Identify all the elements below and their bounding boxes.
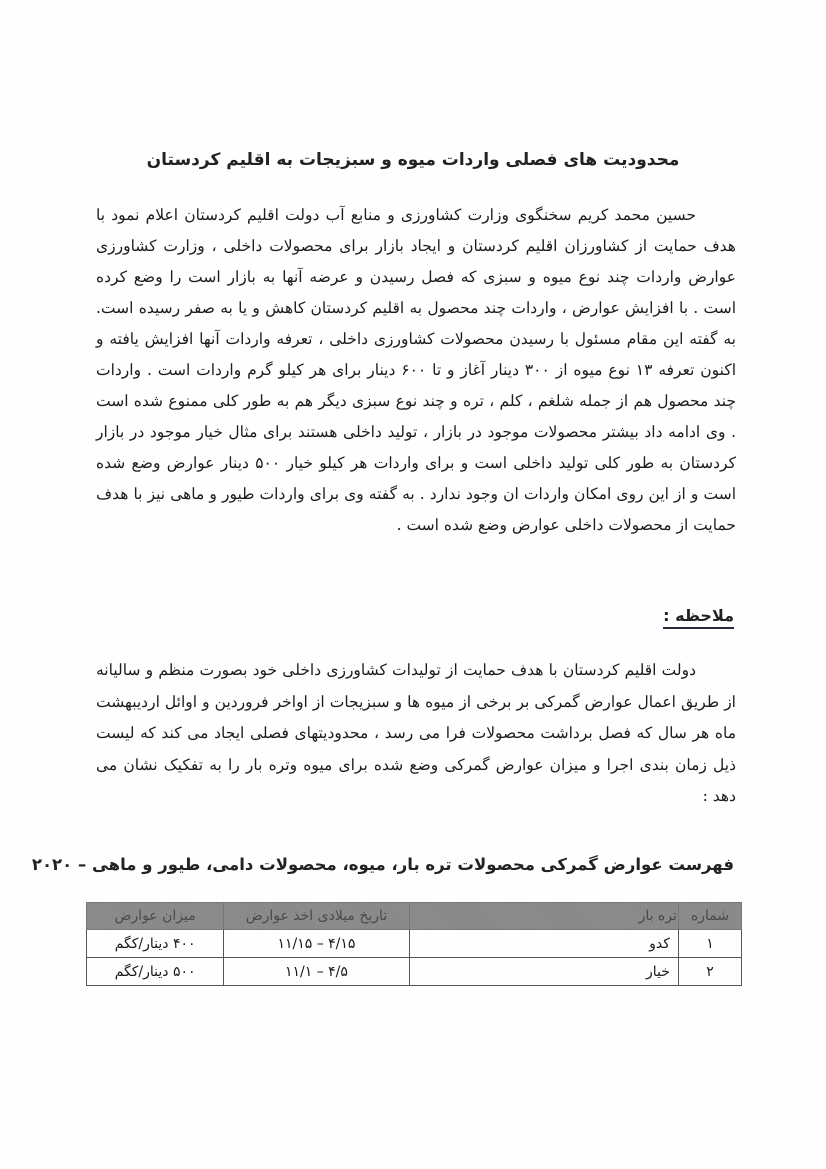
table-header-row <box>87 903 742 930</box>
row-item: خیار <box>409 958 678 986</box>
intro-paragraph: حسین محمد کریم سخنگوی وزارت کشاورزی و منابع آب دولت اقلیم کردستان اعلام نمود با هدف حمایت از کشاورزان اقلیم کردستان و ایجاد بازار برای محصولات داخلی ، وزارت کشاورزی عوارض واردات چند نوع میوه و سبزی که فصل رسیدن و عرضه آنها به بازار است را وضع کرده است . با افزایش عوارض ، واردات چند محصول به اقلیم کردستان کاهش و یا به صفر رسیده است. به گفته این مقام مسئول با رسیدن محصولات کشاورزی داخلی ، تعرفه واردات آنها افزایش یافته و اکنون تعرفه ۱۳ نوع میوه از ۳۰۰ دینار آغاز و تا ۶۰۰ دینار برای هر کیلو گرم واردات است . واردات چند محصول هم از جمله شلغم ، کلم ، تره و چند نوع سبزی دیگر هم به طور کلی ممنوع شده است . وی ادامه داد بیشتر محصولات موجود در بازار ، تولید داخلی هستند برای مثال خیار موجود در بازار کردستان به طور کلی تولید داخلی است و برای واردات هر کیلو خیار ۵۰۰ دینار عوارض وضع شده است و از این روی امکان واردات ان وجود ندارد . به گفته وی برای واردات طیور و ماهی نیز با هدف حمایت از محصولات داخلی عوارض وضع شده است . <box>96 206 737 534</box>
note-paragraph: دولت اقلیم کردستان با هدف حمایت از تولیدات کشاورزی داخلی خود بصورت منظم و سالیانه از طریق اعمال عوارض گمرکی بر برخی از میوه ها و سبزیجات از اواخر فروردین و اوائل اردیبهشت ماه هر سال که فصل برداشت محصولات فرا می رسد ، محدودیتهای فصلی ایجاد می کند که لیست ذیل زمان بندی اجرا و میزان عوارض گمرکی وضع شده برای میوه وتره بار را به تفکیک نشان می دهد : <box>96 661 736 805</box>
document-title: محدودیت های فصلی واردات میوه و سبزیجات به اقلیم کردستان <box>146 150 680 170</box>
row-number: ۱ <box>678 930 741 958</box>
row-rate: ۵۰۰ دینار/کگم <box>87 958 224 986</box>
header-number: شماره <box>678 903 741 930</box>
tariff-table <box>86 902 742 986</box>
header-item: تره بار <box>409 903 678 930</box>
row-number: ۲ <box>678 958 741 986</box>
header-rate: میزان عوارض <box>87 903 224 930</box>
row-date: ۴/۱۵ – ۱۱/۱۵ <box>224 930 409 958</box>
table-row <box>87 930 742 958</box>
note-heading: ملاحظه : <box>663 606 734 629</box>
row-date: ۴/۵ – ۱۱/۱ <box>224 958 409 986</box>
row-item: کدو <box>409 930 678 958</box>
table-title: فهرست عوارض گمرکی محصولات تره بار، میوه، محصولات دامی، طیور و ماهی – ۲۰۲۰ <box>31 855 734 874</box>
row-rate: ۴۰۰ دینار/کگم <box>87 930 224 958</box>
table-row <box>87 958 742 986</box>
header-date: تاریخ میلادی اخذ عوارض <box>224 903 409 930</box>
